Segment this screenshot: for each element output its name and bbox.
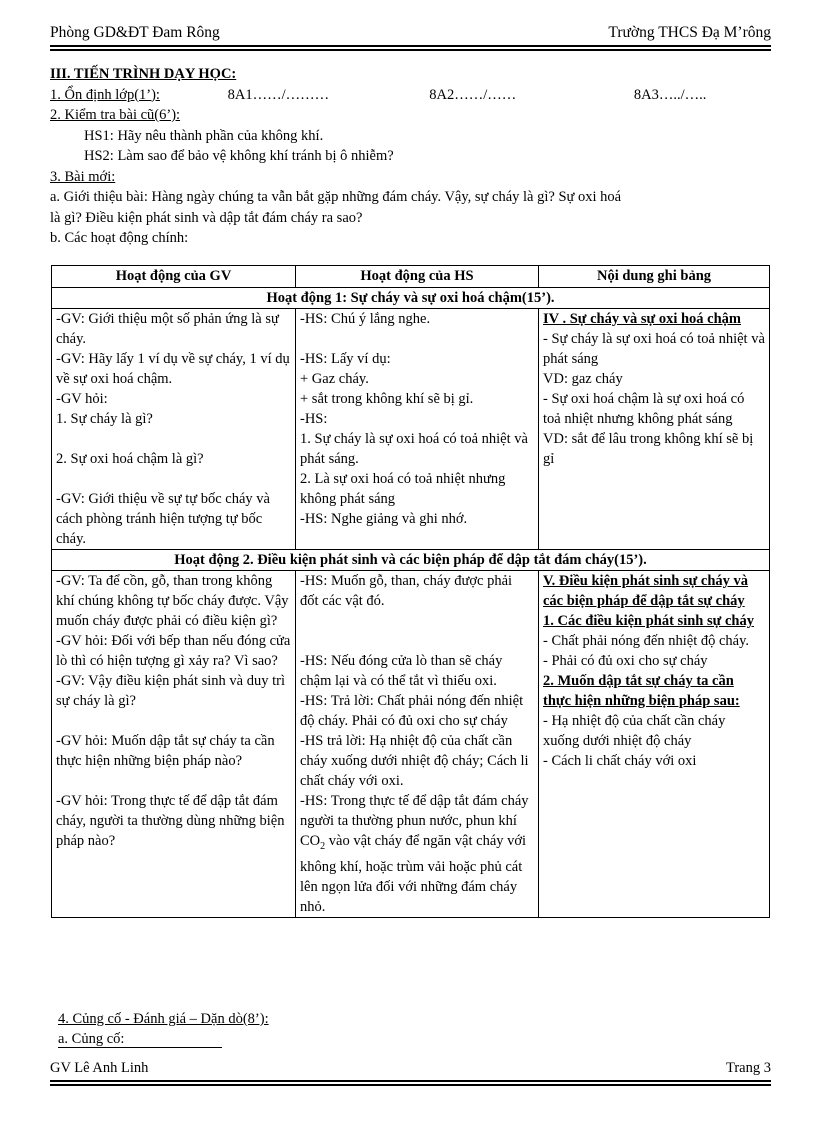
col-header-gv: Hoạt động của GV [52, 266, 296, 288]
page-footer [50, 1057, 771, 1086]
co2-subscript: 2 [320, 840, 326, 852]
step2-q2: HS2: Làm sao để bảo vệ không khí tránh bị ô nhiễm? [84, 148, 394, 164]
activity1-title: Hoạt động 1: Sự cháy và sự oxi hoá chậm(15’). [52, 288, 770, 309]
act2-hs-5b: vào vật cháy để ngăn vật cháy với không khí, hoặc trùm vải hoặc phủ cát lên ngọn lửa đối với những đám cháy nhỏ. [300, 833, 527, 915]
act1-hs-3: + Gaz cháy. [300, 371, 369, 387]
act2-nd-title: V. Điều kiện phát sinh sự cháy và các biện pháp để dập tắt sự cháy [543, 573, 749, 609]
act2-nd-sub1: 1. Các điều kiện phát sinh sự cháy [543, 613, 754, 629]
act1-gv-5: 2. Sự oxi hoá chậm là gì? [56, 451, 204, 467]
activity-table [51, 265, 770, 918]
act1-gv-2: -GV: Hãy lấy 1 ví dụ về sự cháy, 1 ví dụ về sự oxi hoá chậm. [56, 351, 290, 387]
step1-line [50, 85, 771, 106]
act1-nd-4: VD: sắt để lâu trong không khí sẽ bị gỉ [543, 431, 754, 467]
step2-label: 2. Kiểm tra bài cũ(6’): [50, 107, 181, 123]
act2-gv-5: -GV hỏi: Trong thực tế để dập tắt đám cháy, người ta thường dùng những biện pháp nào? [56, 793, 285, 849]
step2-q1: HS1: Hãy nêu thành phần của không khí. [84, 127, 324, 144]
act2-hs-5 [300, 791, 534, 917]
act1-hs-8: -HS: Nghe giảng và ghi nhớ. [300, 511, 468, 527]
act1-hs-5: -HS: [300, 411, 328, 427]
act2-nd1-1: - Chất phải nóng đến nhiệt độ cháy. [543, 633, 750, 649]
activity2-row [52, 571, 770, 918]
section-title: III. TIẾN TRÌNH DẠY HỌC: [50, 66, 237, 82]
act1-nd-3: - Sự oxi hoá chậm là sự oxi hoá có toả nhiệt nhưng không phát sáng [543, 391, 745, 427]
act1-hs-2: -HS: Lấy ví dụ: [300, 351, 391, 367]
act2-hs-2: -HS: Nếu đóng cửa lò than sẽ cháy chậm lại và có thể tắt vì thiếu oxi. [300, 653, 503, 689]
page [50, 22, 771, 249]
act1-hs-4: + sắt trong không khí sẽ bị gỉ. [300, 391, 474, 407]
after-table [58, 1009, 269, 1049]
act2-gv-1: -GV: Ta để cồn, gỗ, than trong không khí chúng không tự bốc cháy được. Vậy muốn cháy được phải có điều kiện gì? [56, 573, 289, 629]
footer-right: Trang 3 [726, 1060, 771, 1076]
step1-class1: 8A1……/……… [227, 86, 330, 103]
act1-hs-7: 2. Là sự oxi hoá có toả nhiệt nhưng không phát sáng [300, 471, 506, 507]
act1-hs-6: 1. Sự cháy là sự oxi hoá có toả nhiệt và phát sáng. [300, 431, 528, 467]
act1-nd-2: VD: gaz cháy [543, 371, 623, 387]
step3-intro-2: là gì? Điều kiện phát sinh và dập tắt đám cháy ra sao? [50, 209, 363, 226]
header-rule [50, 45, 771, 51]
act1-nd-1: - Sự cháy là sự oxi hoá có toả nhiệt và phát sáng [543, 331, 765, 367]
activity1-title-row [52, 288, 770, 309]
activity2-title: Hoạt động 2. Điều kiện phát sinh và các biện pháp để dập tắt đám cháy(15’). [52, 550, 770, 571]
act2-nd2-1: - Hạ nhiệt độ của chất cần cháy xuống dưới nhiệt độ cháy [543, 713, 726, 749]
activity1-row [52, 309, 770, 550]
activity1-nd [539, 309, 770, 550]
page-header [50, 22, 771, 44]
col-header-hs: Hoạt động của HS [296, 266, 539, 288]
activity2-hs [296, 571, 539, 918]
act2-gv-2: -GV hỏi: Đối với bếp than nếu đóng cửa lò thì có hiện tượng gì xảy ra? Vì sao? [56, 633, 291, 669]
act1-nd-title: IV . Sự cháy và sự oxi hoá chậm [543, 311, 742, 327]
activity2-gv [52, 571, 296, 918]
step4-label: 4. Củng cố - Đánh giá – Dặn dò(8’): [58, 1011, 269, 1027]
act2-nd-sub2: 2. Muốn dập tắt sự cháy ta cần thực hiện những biện pháp sau: [543, 673, 740, 709]
activity1-hs [296, 309, 539, 550]
act1-hs-1: -HS: Chú ý lắng nghe. [300, 311, 431, 327]
step1-class3: 8A3…../….. [633, 86, 707, 103]
act2-hs-1: -HS: Muốn gỗ, than, cháy được phải đốt các vật đó. [300, 573, 513, 609]
activity2-title-row [52, 550, 770, 571]
step1-label: 1. Ổn định lớp(1’): [50, 86, 160, 103]
act2-gv-3: -GV: Vậy điều kiện phát sinh và duy trì sự cháy là gì? [56, 673, 286, 709]
footer-rule [50, 1080, 771, 1086]
step4a-label: a. Củng cố: [58, 1029, 222, 1048]
act1-gv-6: -GV: Giới thiệu về sự tự bốc cháy và cách phòng tránh hiện tượng tự bốc cháy. [56, 491, 270, 547]
act1-gv-4: 1. Sự cháy là gì? [56, 411, 153, 427]
step3-b: b. Các hoạt động chính: [50, 230, 189, 246]
activity2-nd [539, 571, 770, 918]
table-header-row [52, 266, 770, 288]
lesson-body [50, 64, 771, 249]
act2-nd2-2: - Cách li chất cháy với oxi [543, 753, 697, 769]
footer-text [50, 1057, 771, 1079]
header-right: Trường THCS Đạ M’rông [608, 24, 771, 41]
act2-nd1-2: - Phải có đủ oxi cho sự cháy [543, 653, 708, 669]
footer-left: GV Lê Anh Linh [50, 1060, 149, 1076]
header-left: Phòng GD&ĐT Đam Rông [50, 24, 220, 41]
step3-intro-1: a. Giới thiệu bài: Hàng ngày chúng ta vẫn bắt gặp những đám cháy. Vậy, sự cháy là gì? Sự oxi hoá [50, 189, 622, 205]
step4a-line [58, 1029, 269, 1049]
act2-hs-5a: -HS: Trong thực tế để dập tắt đám cháy người ta thường phun nước, phun khí CO [300, 793, 529, 849]
step1-class2: 8A2……/…… [429, 86, 517, 103]
act2-gv-4: -GV hỏi: Muốn dập tắt sự cháy ta cần thực hiện những biện pháp nào? [56, 733, 275, 769]
activity1-gv [52, 309, 296, 550]
step3-label: 3. Bài mới: [50, 168, 116, 185]
act2-hs-4: -HS trả lời: Hạ nhiệt độ của chất cần cháy xuống dưới nhiệt độ cháy; Cách li chất cháy với oxi. [300, 733, 529, 789]
act1-gv-3: -GV hỏi: [56, 391, 108, 407]
act2-hs-3: -HS: Trả lời: Chất phải nóng đến nhiệt độ cháy. Phải có đủ oxi cho sự cháy [300, 693, 524, 729]
col-header-nd: Nội dung ghi bảng [539, 266, 770, 288]
act1-gv-1: -GV: Giới thiệu một số phản ứng là sự cháy. [56, 311, 279, 347]
